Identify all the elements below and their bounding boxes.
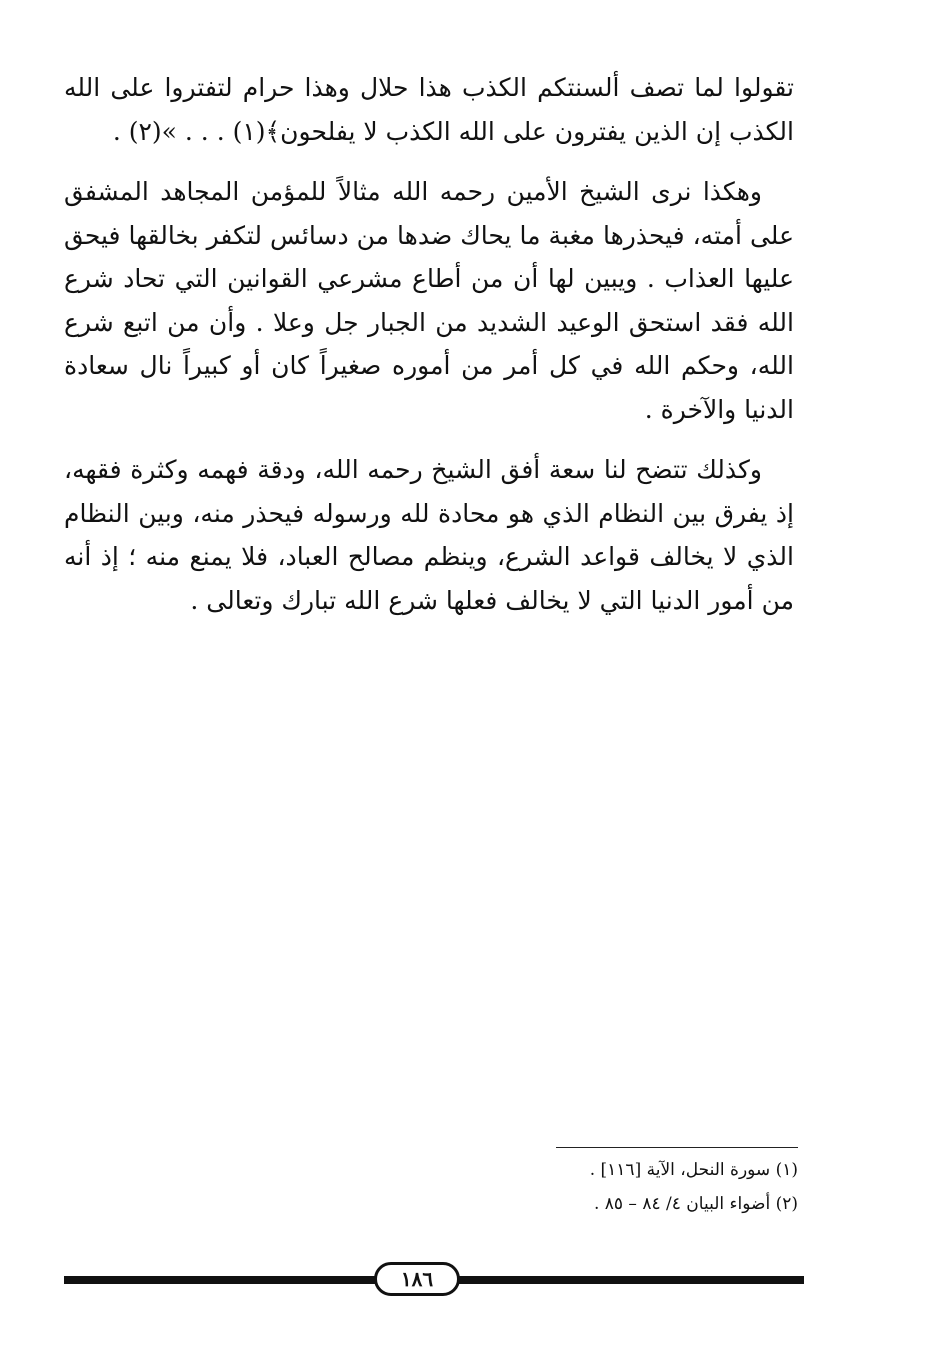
footnotes [420, 1153, 798, 1221]
footnote-1: (١) سورة النحل، الآية [١١٦] . [589, 1160, 798, 1180]
footer-rule-left [64, 1276, 376, 1284]
main-text [64, 66, 794, 622]
paragraph-continuation: تقولوا لما تصف ألسنتكم الكذب هذا حلال وهذا حرام لتفتروا على الله الكذب إن الذين يفترون على الله الكذب لا يفلحون﴾(١) . . . »(٢) . [64, 73, 794, 146]
paragraph-sheikh-insight: وكذلك تتضح لنا سعة أفق الشيخ رحمه الله، ودقة فهمه وكثرة فقهه، إذ يفرق بين النظام الذي هو محادة لله ورسوله فيحذر منه، وبين النظام الذي لا يخالف قواعد الشرع، وينظم مصالح العباد، فلا يمنع منه ؛ إذ أنه من أمور الدنيا التي لا يخالف فعلها شرع الله تبارك وتعالى . [64, 455, 794, 615]
paragraph-sheikh-example: وهكذا نرى الشيخ الأمين رحمه الله مثالاً للمؤمن المجاهد المشفق على أمته، فيحذرها مغبة ما يحاك ضدها من دسائس لتكفر بخالقها فيحق عليها العذاب . ويبين لها أن من أطاع مشرعي القوانين التي تحاد شرع الله فقد استحق الوعيد الشديد من الجبار جل وعلا . وأن من اتبع شرع الله، وحكم الله في كل أمر من أموره صغيراً كان أو كبيراً نال سعادة الدنيا والآخرة . [64, 177, 794, 424]
footnote-divider [556, 1147, 798, 1148]
footnote-2: (٢) أضواء البيان ٤/ ٨٤ – ٨٥ . [593, 1194, 798, 1214]
footer-rule-right [458, 1276, 804, 1284]
page-number: ١٨٦ [374, 1262, 460, 1296]
